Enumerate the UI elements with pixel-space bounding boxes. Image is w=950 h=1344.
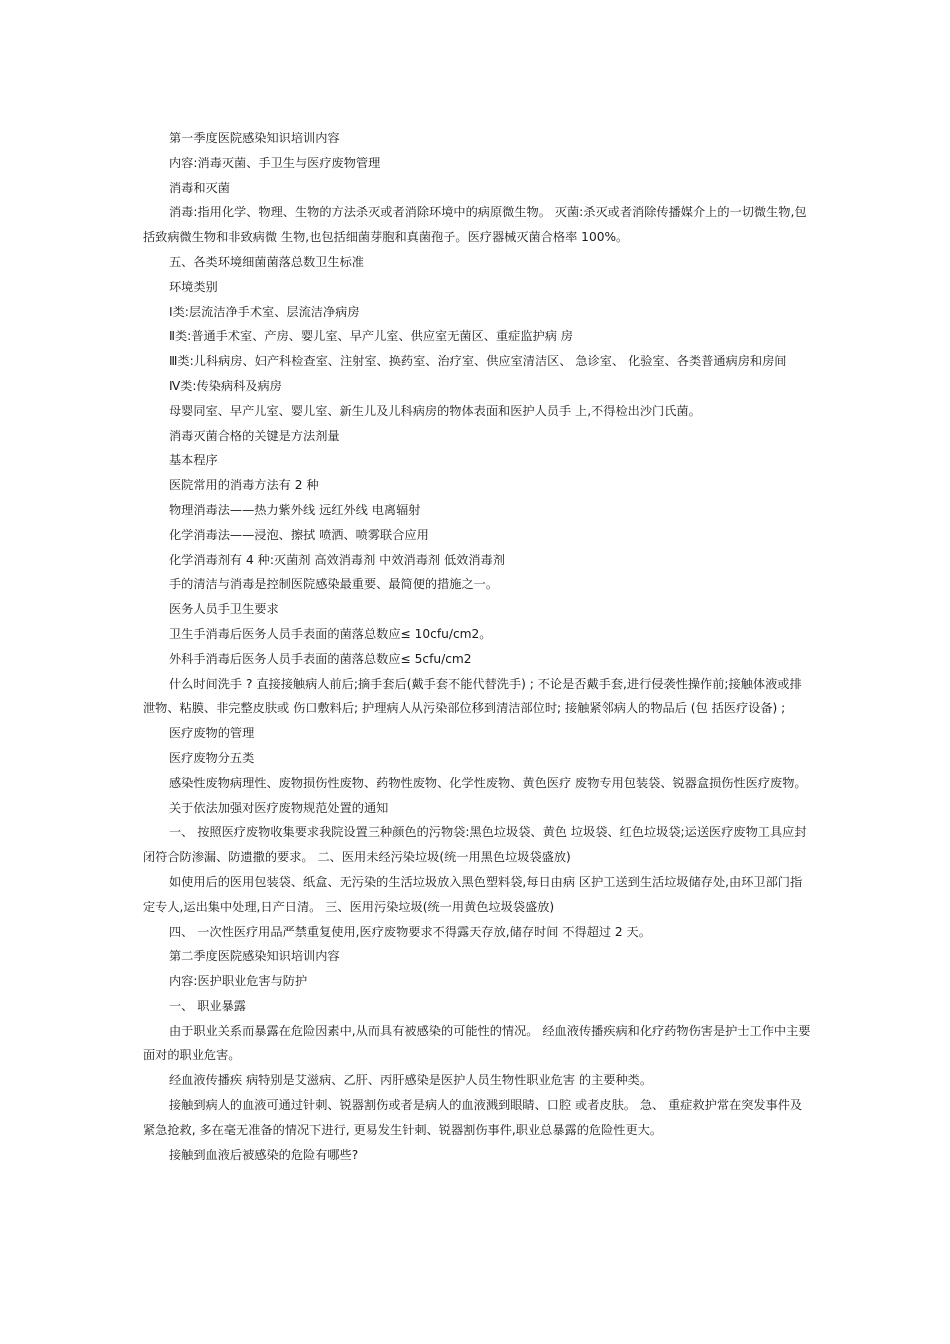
paragraph: Ⅳ类:传染病科及病房 <box>169 378 282 393</box>
paragraph: 化学消毒剂有 4 种:灭菌剂 高效消毒剂 中效消毒剂 低效消毒剂 <box>169 552 505 567</box>
paragraph: 手的清洁与消毒是控制医院感染最重要、最简便的措施之一。 <box>169 577 499 592</box>
paragraph: 医院常用的消毒方法有 2 种 <box>169 478 319 493</box>
paragraph: 医疗废物分五类 <box>169 750 255 765</box>
paragraph: 一、 职业暴露 <box>169 998 246 1013</box>
paragraph: 一、 按照医疗废物收集要求我院设置三种颜色的污物袋:黑色垃圾袋、黄色 垃圾袋、红色垃圾袋;运送医疗废物工具应封闭符合防渗漏、防遗撒的要求。 二、医用未经污染垃圾(统一用黑色垃圾袋盛放) <box>143 825 807 865</box>
paragraph: 母婴同室、早产儿室、婴儿室、新生儿及儿科病房的物体表面和医护人员手 上,不得检出沙门氏菌。 <box>169 403 701 418</box>
paragraph: 消毒灭菌合格的关键是方法剂量 <box>169 428 340 443</box>
paragraph: 如使用后的医用包装袋、纸盒、无污染的生活垃圾放入黑色塑料袋,每日由病 区护工送到生活垃圾储存处,由环卫部门指定专人,运出集中处理,日产日清。 三、医用污染垃圾(统一用黄色垃圾袋盛放) <box>143 874 803 914</box>
paragraph: 外科手消毒后医务人员手表面的菌落总数应≤ 5cfu/cm2 <box>169 651 472 666</box>
paragraph: 医务人员手卫生要求 <box>169 602 279 617</box>
paragraph: 医疗废物的管理 <box>169 726 255 741</box>
paragraph: 化学消毒法——浸泡、擦拭 喷洒、喷雾联合应用 <box>169 527 429 542</box>
document-body <box>143 126 811 1167</box>
paragraph: 四、 一次性医疗用品严禁重复使用,医疗废物要求不得露天存放,储存时间 不得超过 2 天。 <box>169 924 651 939</box>
paragraph: 五、各类环境细菌菌落总数卫生标准 <box>169 254 364 269</box>
paragraph: Ⅱ类:普通手术室、产房、婴儿室、早产儿室、供应室无菌区、重症监护病 房 <box>169 329 573 344</box>
paragraph: 内容:消毒灭菌、手卫生与医疗废物管理 <box>169 155 381 170</box>
paragraph: 接触到血液后被感染的危险有哪些? <box>169 1147 359 1162</box>
paragraph: Ⅰ类:层流洁净手术室、层流洁净病房 <box>169 304 360 319</box>
paragraph: 卫生手消毒后医务人员手表面的菌落总数应≤ 10cfu/cm2。 <box>169 626 492 641</box>
paragraph: 关于依法加强对医疗废物规范处置的通知 <box>169 800 389 815</box>
paragraph: 接触到病人的血液可通过针刺、锐器割伤或者是病人的血液溅到眼睛、口腔 或者皮肤。 急、 重症救护常在突发事件及紧急抢救, 多在毫无准备的情况下进行, 更易发生针刺、锐器割伤事件,职业总暴露的危险性更大。 <box>143 1098 803 1137</box>
paragraph: 物理消毒法——热力紫外线 远红外线 电离辐射 <box>169 502 421 517</box>
paragraph: 第二季度医院感染知识培训内容 <box>169 949 340 964</box>
paragraph: 由于职业关系而暴露在危险因素中,从而具有被感染的可能性的情况。 经血液传播疾病和化疗药物伤害是护士工作中主要面对的职业危害。 <box>143 1023 811 1063</box>
paragraph: 什么时间洗手 ? 直接接触病人前后;摘手套后(戴手套不能代替洗手) ; 不论是否戴手套,进行侵袭性操作前;接触体液或排泄物、粘膜、非完整皮肤或 伤口敷料后; 护理病人从污染部位移到清洁部位时; 接触紧邻病人的物品后 (包 括医疗设备) ; <box>143 676 802 716</box>
paragraph: 经血液传播疾 病特别是艾滋病、乙肝、丙肝感染是医护人员生物性职业危害 的主要种类。 <box>169 1073 653 1088</box>
paragraph: 感染性废物病理性、废物损伤性废物、药物性废物、化学性废物、黄色医疗 废物专用包装袋、锐器盒损伤性医疗废物。 <box>169 775 807 790</box>
paragraph: 消毒和灭菌 <box>169 180 230 195</box>
paragraph: 基本程序 <box>169 453 218 468</box>
paragraph: 环境类别 <box>169 279 218 294</box>
paragraph: Ⅲ类:儿科病房、妇产科检查室、注射室、换药室、治疗室、供应室清洁区、 急诊室、 化验室、各类普通病房和房间 <box>169 354 787 369</box>
paragraph: 第一季度医院感染知识培训内容 <box>169 131 340 145</box>
paragraph: 消毒:指用化学、物理、生物的方法杀灭或者消除环境中的病原微生物。 灭菌:杀灭或者消除传播媒介上的一切微生物,包括致病微生物和非致病微 生物,也包括细菌芽胞和真菌孢子。医疗器械灭菌合格率 100%。 <box>143 205 807 245</box>
paragraph: 内容:医护职业危害与防护 <box>169 974 308 989</box>
